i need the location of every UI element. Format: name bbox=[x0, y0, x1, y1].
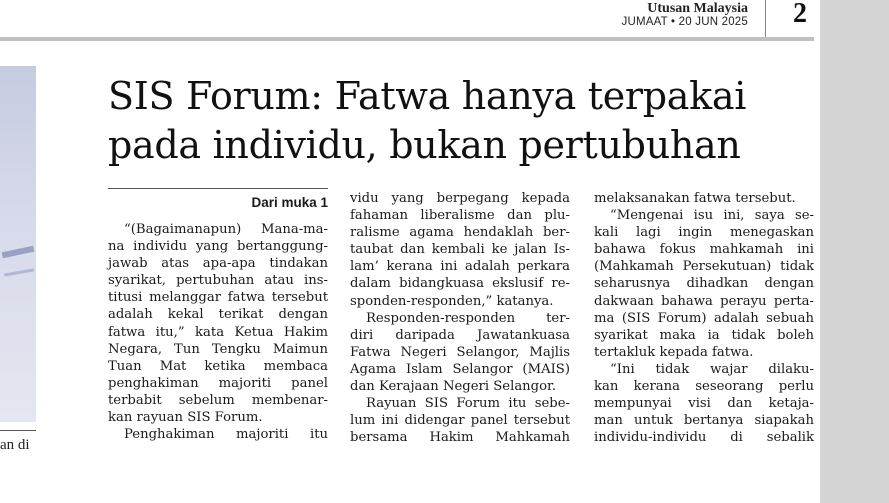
text-line: syarikat, pertubuhan atau ins- bbox=[108, 273, 328, 289]
text-line: terbabit sebelum membenar- bbox=[108, 392, 328, 408]
publication-name: Utusan Malaysia bbox=[647, 1, 748, 16]
article-column-2 bbox=[350, 190, 570, 446]
text-line: kan kerana seseorang perlu bbox=[594, 379, 814, 395]
publication-date: JUMAAT • 20 JUN 2025 bbox=[621, 16, 748, 28]
text-line: syarikat maka ia tidak boleh bbox=[594, 327, 814, 343]
text-line: ma (SIS Forum) adalah sebuah bbox=[594, 310, 814, 326]
adjacent-page-margin bbox=[820, 0, 889, 503]
text-line: kan rayuan SIS Forum. bbox=[108, 410, 263, 426]
adjacent-article-fragment: an di bbox=[0, 437, 30, 453]
headline-line-1: SIS Forum: Fatwa hanya terpakai bbox=[108, 74, 747, 118]
text-line: adalah kekal terikat dengan bbox=[108, 307, 328, 323]
text-line: kali lagi ingin menegaskan bbox=[594, 225, 814, 241]
article-column-3 bbox=[594, 190, 814, 446]
header-separator bbox=[765, 0, 766, 37]
photo-detail bbox=[4, 268, 34, 276]
text-line: fatwa itu,” kata Ketua Hakim bbox=[108, 324, 328, 340]
text-line: “(Bagaimanapun) Mana-ma- bbox=[124, 222, 328, 237]
text-line: dakwaan bahawa perayu perta- bbox=[594, 293, 814, 309]
page-number: 2 bbox=[793, 0, 807, 29]
text-line: titusi melanggar fatwa tersebut bbox=[108, 290, 328, 306]
text-line: “Ini tidak wajar dilaku- bbox=[610, 361, 814, 377]
photo-caption-rule bbox=[0, 430, 36, 431]
text-line: sponden-responden,” katanya. bbox=[350, 293, 554, 309]
text-line: penghakiman majoriti panel bbox=[108, 375, 328, 391]
text-line: taubat dan kembali ke jalan Is- bbox=[350, 242, 570, 258]
text-line: man untuk bertanya siapakah bbox=[594, 413, 814, 429]
text-line: vidu yang berpegang kepada bbox=[350, 191, 570, 206]
text-line: jawab atas apa-apa tindakan bbox=[108, 256, 328, 272]
text-line: Agama Islam Selangor (MAIS) bbox=[350, 361, 570, 377]
text-line: na individu yang bertanggung- bbox=[108, 239, 328, 255]
text-line: Fatwa Negeri Selangor, Majlis bbox=[350, 344, 570, 360]
text-line: bersama Hakim Mahkamah bbox=[350, 430, 570, 446]
text-line: lum ini didengar panel tersebut bbox=[350, 413, 570, 429]
headline-line-2: pada individu, bukan pertubuhan bbox=[108, 123, 741, 167]
text-line: “Mengenai isu ini, saya se- bbox=[610, 208, 814, 224]
text-line: Responden-responden ter- bbox=[366, 310, 570, 326]
text-line: individu-individu di sebalik bbox=[594, 430, 814, 446]
article-headline bbox=[108, 72, 813, 170]
text-line: seharusnya dihadkan dengan bbox=[594, 276, 814, 292]
header-rule bbox=[0, 37, 814, 41]
text-line: dalam bidangkuasa ekslusif re- bbox=[350, 276, 570, 292]
text-line: mempunyai visi dan ketaja- bbox=[594, 396, 814, 412]
text-line: fahaman liberalisme dan plu- bbox=[350, 208, 570, 224]
photo-detail bbox=[2, 246, 35, 259]
text-line: dan Kerajaan Negeri Selangor. bbox=[350, 379, 557, 395]
text-line: (Mahkamah Persekutuan) tidak bbox=[594, 259, 814, 275]
text-line: Penghakiman majoriti itu bbox=[124, 427, 328, 443]
text-line: Negara, Tun Tengku Maimun bbox=[108, 341, 328, 357]
text-line: bahawa fokus mahkamah ini bbox=[594, 242, 814, 258]
text-line: Rayuan SIS Forum itu sebe- bbox=[366, 396, 570, 412]
text-line: tertakluk kepada fatwa. bbox=[594, 344, 754, 360]
article-column-1 bbox=[108, 188, 328, 443]
continued-from-label: Dari muka 1 bbox=[251, 195, 328, 210]
text-line: ralisme agama hendaklah ber- bbox=[350, 225, 570, 241]
text-line: melaksanakan fatwa tersebut. bbox=[594, 191, 796, 206]
text-line: lam’ kerana ini adalah perkara bbox=[350, 259, 570, 275]
cropped-photo bbox=[0, 66, 36, 422]
text-line: diri daripada Jawatankuasa bbox=[350, 327, 570, 343]
text-line: Tuan Mat ketika membaca bbox=[108, 358, 328, 374]
